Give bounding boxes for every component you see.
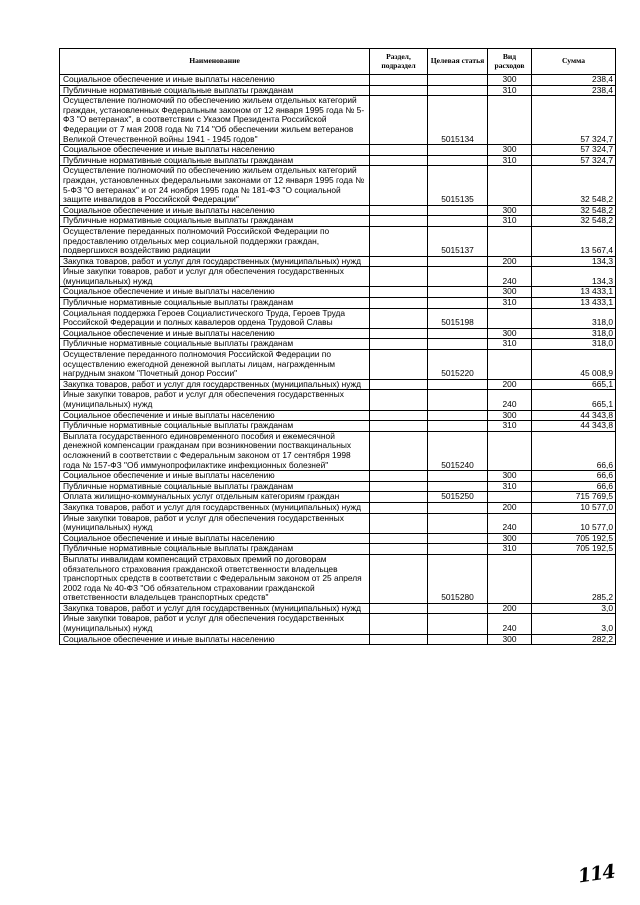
cell-target — [428, 410, 488, 421]
cell-target — [428, 379, 488, 390]
cell-sum: 32 548,2 — [532, 166, 616, 205]
header-row — [60, 49, 616, 75]
table-row — [60, 155, 616, 166]
cell-kind: 300 — [488, 287, 532, 298]
cell-section — [370, 410, 428, 421]
cell-target: 5015134 — [428, 96, 488, 145]
cell-sum: 32 548,2 — [532, 205, 616, 216]
cell-sum: 285,2 — [532, 554, 616, 603]
cell-name: Социальное обеспечение и иные выплаты населению — [60, 471, 370, 482]
table-row — [60, 226, 616, 256]
cell-kind: 310 — [488, 481, 532, 492]
cell-sum: 705 192,5 — [532, 544, 616, 555]
cell-target — [428, 481, 488, 492]
cell-sum: 10 577,0 — [532, 513, 616, 533]
cell-kind: 310 — [488, 298, 532, 309]
cell-sum: 32 548,2 — [532, 216, 616, 227]
cell-name: Выплата государственного единовременного пособия и ежемесячной денежной компенсации гражданам при возникновении поствакцинальных осложнений в соответствии с Федеральным законом от 17 сентября 1998 года № 157-ФЗ "Об иммунопрофилактике инфекционных болезней" — [60, 431, 370, 470]
cell-name: Закупка товаров, работ и услуг для государственных (муниципальных) нужд — [60, 256, 370, 267]
table-row — [60, 481, 616, 492]
cell-kind: 300 — [488, 634, 532, 645]
cell-target — [428, 256, 488, 267]
cell-target: 5015135 — [428, 166, 488, 205]
cell-section — [370, 533, 428, 544]
cell-target: 5015198 — [428, 308, 488, 328]
cell-name: Публичные нормативные социальные выплаты гражданам — [60, 421, 370, 432]
table-row — [60, 256, 616, 267]
column-header-target: Целевая статья — [428, 49, 488, 75]
cell-sum: 134,3 — [532, 267, 616, 287]
cell-kind: 310 — [488, 155, 532, 166]
cell-target — [428, 614, 488, 634]
cell-name: Публичные нормативные социальные выплаты гражданам — [60, 85, 370, 96]
cell-name: Публичные нормативные социальные выплаты гражданам — [60, 155, 370, 166]
table-row — [60, 471, 616, 482]
cell-kind: 310 — [488, 339, 532, 350]
cell-section — [370, 634, 428, 645]
cell-section — [370, 603, 428, 614]
table-row — [60, 513, 616, 533]
table-row — [60, 533, 616, 544]
cell-name: Социальная поддержка Героев Социалистического Труда, Героев Труда Российской Федерации и полных кавалеров ордена Трудовой Славы — [60, 308, 370, 328]
cell-section — [370, 85, 428, 96]
cell-sum: 3,0 — [532, 614, 616, 634]
cell-kind — [488, 554, 532, 603]
cell-name: Оплата жилищно-коммунальных услуг отдельным категориям граждан — [60, 492, 370, 503]
cell-target — [428, 603, 488, 614]
cell-target — [428, 75, 488, 86]
cell-section — [370, 287, 428, 298]
cell-section — [370, 166, 428, 205]
table-row — [60, 390, 616, 410]
table-row — [60, 350, 616, 380]
cell-sum: 10 577,0 — [532, 502, 616, 513]
cell-sum: 318,0 — [532, 308, 616, 328]
table-row — [60, 379, 616, 390]
table-row — [60, 85, 616, 96]
cell-target: 5015280 — [428, 554, 488, 603]
cell-section — [370, 471, 428, 482]
cell-section — [370, 513, 428, 533]
cell-name: Иные закупки товаров, работ и услуг для обеспечения государственных (муниципальных) нужд — [60, 267, 370, 287]
cell-name: Социальное обеспечение и иные выплаты населению — [60, 205, 370, 216]
cell-name: Социальное обеспечение и иные выплаты населению — [60, 75, 370, 86]
cell-target — [428, 513, 488, 533]
cell-sum: 238,4 — [532, 85, 616, 96]
cell-target — [428, 533, 488, 544]
table-body — [60, 75, 616, 645]
cell-kind — [488, 492, 532, 503]
cell-name: Закупка товаров, работ и услуг для государственных (муниципальных) нужд — [60, 379, 370, 390]
cell-sum: 66,6 — [532, 481, 616, 492]
cell-kind: 240 — [488, 614, 532, 634]
cell-kind: 300 — [488, 471, 532, 482]
cell-kind — [488, 166, 532, 205]
cell-section — [370, 339, 428, 350]
cell-sum: 665,1 — [532, 390, 616, 410]
cell-kind: 300 — [488, 533, 532, 544]
cell-kind: 200 — [488, 256, 532, 267]
cell-kind: 300 — [488, 75, 532, 86]
cell-name: Публичные нормативные социальные выплаты гражданам — [60, 481, 370, 492]
cell-target — [428, 421, 488, 432]
table-row — [60, 634, 616, 645]
cell-name: Закупка товаров, работ и услуг для государственных (муниципальных) нужд — [60, 502, 370, 513]
cell-kind: 310 — [488, 216, 532, 227]
cell-sum: 318,0 — [532, 328, 616, 339]
table-row — [60, 287, 616, 298]
page-number: 114 — [576, 860, 617, 888]
cell-kind — [488, 226, 532, 256]
cell-target — [428, 328, 488, 339]
cell-sum: 57 324,7 — [532, 96, 616, 145]
cell-section — [370, 308, 428, 328]
cell-name: Осуществление переданных полномочий Российской Федерации по предоставлению отдельных мер социальной поддержки граждан, подвергшихся воздействию радиации — [60, 226, 370, 256]
cell-sum: 66,6 — [532, 431, 616, 470]
cell-kind: 310 — [488, 85, 532, 96]
budget-table — [59, 48, 616, 645]
table-row — [60, 544, 616, 555]
table-row — [60, 603, 616, 614]
cell-target — [428, 85, 488, 96]
cell-kind — [488, 350, 532, 380]
cell-section — [370, 421, 428, 432]
cell-section — [370, 155, 428, 166]
column-header-sum: Сумма — [532, 49, 616, 75]
table-row — [60, 298, 616, 309]
cell-section — [370, 75, 428, 86]
cell-section — [370, 390, 428, 410]
cell-kind: 200 — [488, 502, 532, 513]
cell-target — [428, 544, 488, 555]
cell-kind — [488, 96, 532, 145]
cell-target: 5015240 — [428, 431, 488, 470]
cell-section — [370, 379, 428, 390]
cell-name: Иные закупки товаров, работ и услуг для обеспечения государственных (муниципальных) нужд — [60, 513, 370, 533]
table-row — [60, 145, 616, 156]
cell-name: Социальное обеспечение и иные выплаты населению — [60, 533, 370, 544]
cell-name: Социальное обеспечение и иные выплаты населению — [60, 145, 370, 156]
cell-kind: 200 — [488, 379, 532, 390]
cell-sum: 238,4 — [532, 75, 616, 86]
budget-sheet — [59, 48, 615, 645]
cell-name: Осуществление переданного полномочия Российской Федерации по осуществлению ежегодной денежной выплаты лицам, награжденным нагрудным знаком "Почетный донор России" — [60, 350, 370, 380]
cell-target — [428, 339, 488, 350]
cell-kind — [488, 431, 532, 470]
cell-name: Публичные нормативные социальные выплаты гражданам — [60, 216, 370, 227]
cell-kind: 300 — [488, 410, 532, 421]
cell-name: Иные закупки товаров, работ и услуг для обеспечения государственных (муниципальных) нужд — [60, 390, 370, 410]
cell-target — [428, 145, 488, 156]
cell-target — [428, 390, 488, 410]
column-header-kind: Вид расходов — [488, 49, 532, 75]
cell-target — [428, 216, 488, 227]
cell-name: Публичные нормативные социальные выплаты гражданам — [60, 544, 370, 555]
column-header-section: Раздел, подраздел — [370, 49, 428, 75]
cell-section — [370, 350, 428, 380]
table-row — [60, 75, 616, 86]
cell-target — [428, 205, 488, 216]
cell-sum: 44 343,8 — [532, 410, 616, 421]
cell-target: 5015220 — [428, 350, 488, 380]
table-row — [60, 166, 616, 205]
cell-target — [428, 267, 488, 287]
cell-target — [428, 298, 488, 309]
cell-sum: 705 192,5 — [532, 533, 616, 544]
cell-target — [428, 287, 488, 298]
cell-section — [370, 145, 428, 156]
cell-kind: 240 — [488, 267, 532, 287]
cell-sum: 66,6 — [532, 471, 616, 482]
table-row — [60, 328, 616, 339]
table-row — [60, 205, 616, 216]
cell-section — [370, 216, 428, 227]
cell-target — [428, 634, 488, 645]
cell-section — [370, 614, 428, 634]
cell-section — [370, 481, 428, 492]
cell-name: Иные закупки товаров, работ и услуг для обеспечения государственных (муниципальных) нужд — [60, 614, 370, 634]
cell-section — [370, 226, 428, 256]
cell-sum: 57 324,7 — [532, 145, 616, 156]
cell-kind — [488, 308, 532, 328]
cell-kind: 300 — [488, 205, 532, 216]
table-row — [60, 96, 616, 145]
cell-section — [370, 96, 428, 145]
cell-target: 5015137 — [428, 226, 488, 256]
table-row — [60, 502, 616, 513]
cell-name: Выплаты инвалидам компенсаций страховых премий по договорам обязательного страхования гражданской ответственности владельцев транспортных средств в соответствии с Федеральным законом от 25 апреля 2002 года № 40-ФЗ "Об обязательном страховании гражданской ответственности владельцев транспортных средств" — [60, 554, 370, 603]
cell-name: Социальное обеспечение и иные выплаты населению — [60, 287, 370, 298]
cell-section — [370, 544, 428, 555]
cell-sum: 715 769,5 — [532, 492, 616, 503]
cell-kind: 310 — [488, 544, 532, 555]
cell-sum: 13 433,1 — [532, 287, 616, 298]
cell-sum: 45 008,9 — [532, 350, 616, 380]
cell-sum: 665,1 — [532, 379, 616, 390]
cell-name: Закупка товаров, работ и услуг для государственных (муниципальных) нужд — [60, 603, 370, 614]
cell-kind: 200 — [488, 603, 532, 614]
cell-section — [370, 328, 428, 339]
cell-name: Публичные нормативные социальные выплаты гражданам — [60, 339, 370, 350]
table-row — [60, 216, 616, 227]
cell-name: Социальное обеспечение и иные выплаты населению — [60, 634, 370, 645]
cell-sum: 44 343,8 — [532, 421, 616, 432]
cell-sum: 318,0 — [532, 339, 616, 350]
cell-section — [370, 298, 428, 309]
table-row — [60, 554, 616, 603]
table-row — [60, 431, 616, 470]
table-row — [60, 339, 616, 350]
cell-name: Социальное обеспечение и иные выплаты населению — [60, 410, 370, 421]
cell-sum: 13 567,4 — [532, 226, 616, 256]
table-row — [60, 267, 616, 287]
cell-name: Осуществление полномочий по обеспечению жильем отдельных категорий граждан, установленных федеральными законами от 12 января 1995 года № 5-ФЗ "О ветеранах" и от 24 ноября 1995 года № 181-ФЗ "О социальной защите инвалидов в Российской Федерации" — [60, 166, 370, 205]
cell-sum: 57 324,7 — [532, 155, 616, 166]
cell-section — [370, 256, 428, 267]
cell-target: 5015250 — [428, 492, 488, 503]
table-row — [60, 421, 616, 432]
cell-section — [370, 431, 428, 470]
cell-sum: 134,3 — [532, 256, 616, 267]
table-row — [60, 410, 616, 421]
cell-kind: 310 — [488, 421, 532, 432]
cell-section — [370, 205, 428, 216]
cell-name: Публичные нормативные социальные выплаты гражданам — [60, 298, 370, 309]
cell-section — [370, 502, 428, 513]
table-row — [60, 492, 616, 503]
table-row — [60, 308, 616, 328]
cell-kind: 300 — [488, 145, 532, 156]
cell-kind: 300 — [488, 328, 532, 339]
cell-section — [370, 492, 428, 503]
cell-sum: 3,0 — [532, 603, 616, 614]
column-header-name: Наименование — [60, 49, 370, 75]
cell-name: Осуществление полномочий по обеспечению жильем отдельных категорий граждан, установленных Федеральным законом от 12 января 1995 года № 5-ФЗ "О ветеранах", в соответствии с Указом Президента Российской Федерации от 7 мая 2008 года № 714 "Об обеспечении жильем ветеранов Великой Отечественной войны 1941 - 1945 годов" — [60, 96, 370, 145]
cell-sum: 13 433,1 — [532, 298, 616, 309]
cell-target — [428, 471, 488, 482]
cell-section — [370, 554, 428, 603]
cell-name: Социальное обеспечение и иные выплаты населению — [60, 328, 370, 339]
cell-target — [428, 502, 488, 513]
table-row — [60, 614, 616, 634]
cell-kind: 240 — [488, 390, 532, 410]
cell-section — [370, 267, 428, 287]
cell-sum: 282,2 — [532, 634, 616, 645]
cell-kind: 240 — [488, 513, 532, 533]
cell-target — [428, 155, 488, 166]
